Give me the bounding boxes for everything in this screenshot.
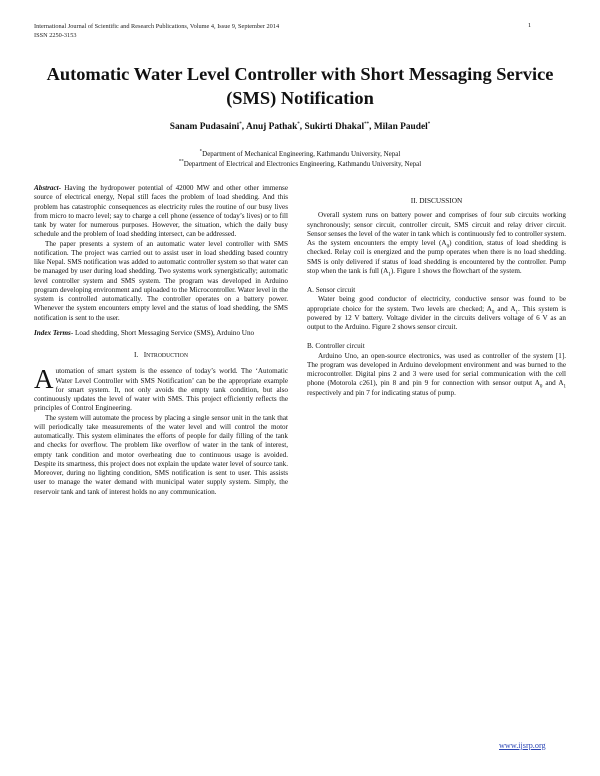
journal-name: International Journal of Scientific and Research Publications, Volume 4, Issue 9, September 2014 (34, 23, 280, 30)
right-column (307, 184, 566, 398)
intro-paragraph: Automation of smart system is the essence of today’s world. The ‘Automatic Water Level Controller with SMS Notification’ can be the appropriate example for smart system. It, not only avoids the empty tank condition, but also continuously updates the level of water with SMS. This project efficiently reflects the principles of Control Engineering. (34, 364, 288, 413)
drop-cap: A (34, 364, 54, 395)
discussion-paragraph: Overall system runs on battery power and comprises of four sub circuits working synchronously; sensor circuit, controller circuit, SMS circuit and relay driver circuit. Sensor senses the level of the water in tank which is continuously fed to controller system. As the system encounters the empty level $(A_0)$ condition, status of load shedding is checked. Relay coil is energized and the pump operates when there is no load shedding. SMS is only delivered if status of load shedding is encountered by the controller. Pump stop when the tank is full $(A_1)$. Figure 1 shows the flowchart of the system. (307, 211, 567, 278)
intro-paragraph: The system will automate the process by placing a single sensor unit in the tank that will periodically take measurements of the water level and will control the motor automatically. This system eliminates the efforts of people for daily filling of the tank and checks for overflow. The problem like overflow of water in the tank of interest, empty tank condition and motor overheating due to continuous usage is avoided. Despite its smartness, this project does not explain the update water level of source tank. Moreover, during no lighting condition, SMS notification is sent to user. This assists user to manage the water demand with municipal water supply system. Simply, the reservoir tank and tank of interest holds no any communication. (34, 413, 288, 496)
subsection-heading-controller: B. Controller circuit (307, 342, 365, 351)
affiliations (0, 149, 600, 169)
controller-paragraph: Arduino Uno, an open-source electronics, was used as controller of the system [1]. The program was developed in Arduino development environment and was burned to the microcontroller. Digital pins 2 and 3 were used for serial communication with the cell phone (Motorola c261), pin 8 and pin 9 for connection with sensor output $A_0$ and $A_1$ respectively and pin 7 for indicating status of pump. (307, 351, 566, 397)
sensor-paragraph: Water being good conductor of electricity, conductive sensor was found to be appropriate choice for the system. Two levels are checked; $A_0$ and $A_1$. This system is powered by 12 V battery. Voltage divider in the circuits delivers voltage of 6 V as an output to the Arduino. Figure 2 shows sensor circuit. (307, 295, 566, 331)
left-column (34, 184, 288, 497)
journal-website-link[interactable]: www.ijsrp.org (499, 741, 546, 750)
affiliation: *Department of Mechanical Engineering, Kathmandu University, Nepal (199, 149, 401, 158)
author-mark: ** (364, 121, 370, 127)
author-mark: * (427, 121, 431, 127)
subsection-heading-sensor: A. Sensor circuit (307, 286, 356, 294)
paper-title: Automatic Water Level Controller with Short Messaging Service (SMS) Notification (46, 64, 554, 108)
abstract-paragraph: The paper presents a system of an automatic water level controller with SMS notification. The project was carried out to assist user in load shedding based country like Nepal. SMS notification was added to automatic controller system so that water can be managed by user during load shedding. Two systems work synergistically; automatic level controller system and SMS system. The program was developed in Arduino program developing environment and uploaded to the Microcontroller. Water level in the system is controlled automatically. The controller operates on a battery power. Whenever the system encounters empty level and the status of load shedding, the SMS notification is sent to the user. (34, 239, 288, 322)
author-name: Milan Paudel (373, 122, 428, 132)
author-mark: * (297, 121, 300, 127)
affiliation: **Department of Electrical and Electronics Engineering, Kathmandu University, Nepal (178, 159, 422, 168)
author-name: Sukirti Dhakal (304, 122, 365, 132)
author-mark: * (239, 121, 242, 127)
author-list: Sanam Pudasaini*, Anuj Pathak*, Sukirti Dhakal**, Milan Paudel* (169, 121, 431, 132)
journal-header (34, 22, 279, 40)
page-number: 1 (528, 22, 532, 29)
section-heading-discussion: II. DISCUSSION (410, 196, 463, 205)
author-name: Anuj Pathak (245, 122, 298, 132)
index-terms: Index Terms- Load shedding, Short Messaging Service (SMS), Arduino Uno (34, 328, 255, 337)
journal-issn: ISSN 2250-3153 (34, 32, 77, 39)
abstract-label: Abstract- (34, 184, 61, 192)
abstract-paragraph: Abstract- Having the hydropower potential of 42000 MW and other other immense source of electrical energy, Nepal still faces the problem of load shedding. And this problem has catastrophic consequences as electricity rules the routine of our busy lives from micro to macro level; say to charge a cell phone (essence of today’s lives) or to fill tank by water for numerous purposes. However, the situation, which the daily busy schedule and the problem of load shedding intersect, can be addressed. (34, 184, 288, 239)
author-name: Sanam Pudasaini (169, 122, 240, 132)
index-terms-label: Index Terms (34, 328, 71, 337)
section-heading-introduction: I. INTRODUCTION (133, 350, 189, 359)
